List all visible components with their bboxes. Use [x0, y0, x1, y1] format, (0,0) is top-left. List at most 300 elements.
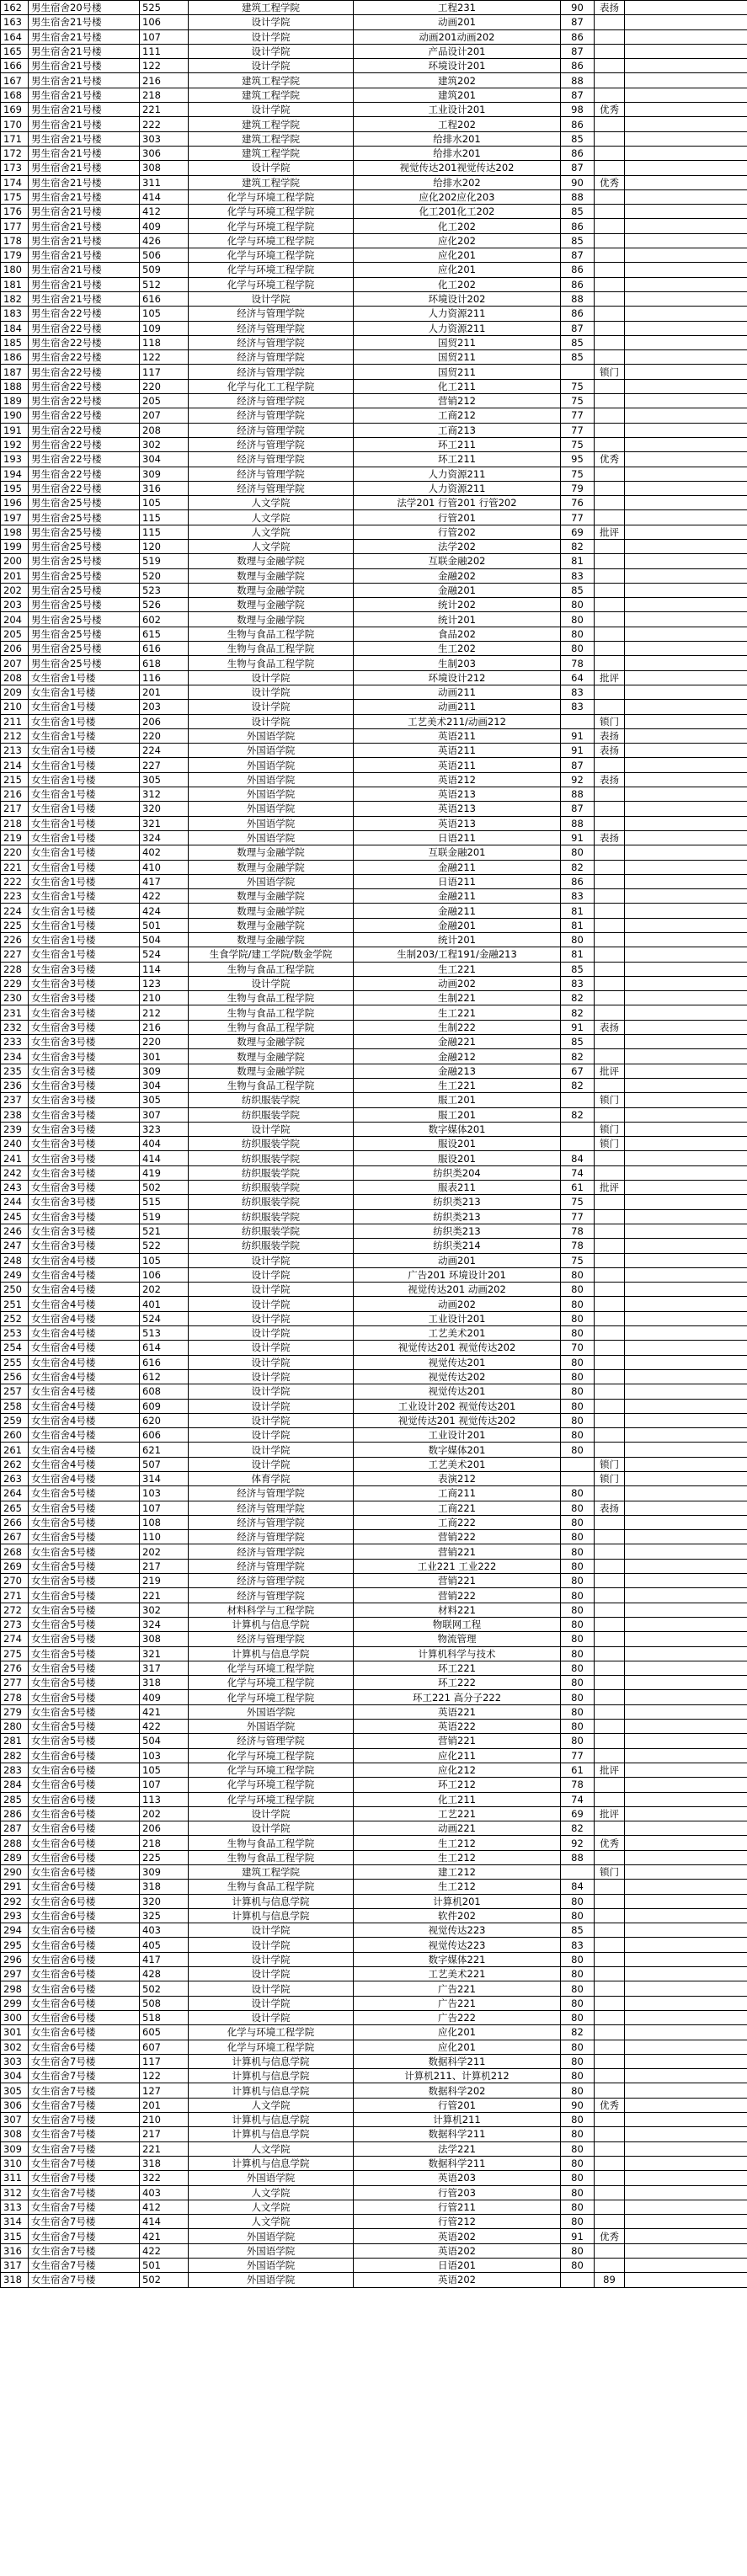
row-number: 305 — [1, 2083, 29, 2098]
room-cell: 606 — [140, 1428, 189, 1443]
building-cell: 男生宿舍21号楼 — [29, 277, 140, 291]
college-cell: 经济与管理学院 — [189, 1530, 354, 1544]
room-cell: 118 — [140, 335, 189, 349]
row-number: 255 — [1, 1355, 29, 1369]
room-cell: 107 — [140, 1501, 189, 1515]
table-row — [1, 2243, 747, 2258]
remark-cell — [595, 1734, 625, 1748]
extra-cell — [625, 117, 747, 131]
row-number: 271 — [1, 1588, 29, 1603]
extra-cell — [625, 728, 747, 743]
row-number: 289 — [1, 1850, 29, 1864]
class-cell: 视觉传达201 视觉传达202 — [354, 1413, 561, 1427]
row-number: 269 — [1, 1559, 29, 1573]
score-cell: 85 — [561, 962, 595, 976]
extra-cell — [625, 175, 747, 189]
extra-cell — [625, 161, 747, 175]
table-row — [1, 830, 747, 845]
extra-cell — [625, 1530, 747, 1544]
row-number: 224 — [1, 904, 29, 918]
row-number: 286 — [1, 1806, 29, 1821]
score-cell: 92 — [561, 772, 595, 787]
building-cell: 女生宿舍5号楼 — [29, 1544, 140, 1559]
class-cell: 金融213 — [354, 1064, 561, 1078]
class-cell: 生工202 — [354, 642, 561, 656]
row-number: 285 — [1, 1792, 29, 1806]
college-cell: 化学与环境工程学院 — [189, 248, 354, 263]
extra-cell — [625, 598, 747, 612]
table-row — [1, 816, 747, 830]
college-cell: 设计学院 — [189, 103, 354, 117]
score-cell: 88 — [561, 787, 595, 802]
class-cell: 环工221 — [354, 1661, 561, 1675]
room-cell: 113 — [140, 1792, 189, 1806]
building-cell: 女生宿舍4号楼 — [29, 1311, 140, 1325]
college-cell: 经济与管理学院 — [189, 452, 354, 467]
college-cell: 数理与金融学院 — [189, 1035, 354, 1049]
room-cell: 324 — [140, 1617, 189, 1631]
building-cell: 男生宿舍21号楼 — [29, 189, 140, 204]
room-cell: 502 — [140, 1981, 189, 1996]
remark-cell: 锁门 — [595, 1093, 625, 1107]
extra-cell — [625, 1952, 747, 1966]
building-cell: 女生宿舍1号楼 — [29, 933, 140, 947]
building-cell: 女生宿舍3号楼 — [29, 1195, 140, 1209]
table-row — [1, 437, 747, 451]
score-cell: 80 — [561, 1311, 595, 1325]
building-cell: 女生宿舍1号楼 — [29, 802, 140, 816]
table-row — [1, 88, 747, 102]
class-cell: 工业设计202 视觉传达201 — [354, 1399, 561, 1413]
score-cell: 78 — [561, 656, 595, 670]
row-number: 228 — [1, 962, 29, 976]
table-row — [1, 2200, 747, 2214]
row-number: 179 — [1, 248, 29, 263]
score-cell: 83 — [561, 568, 595, 583]
room-cell: 216 — [140, 73, 189, 88]
extra-cell — [625, 933, 747, 947]
extra-cell — [625, 219, 747, 233]
extra-cell — [625, 205, 747, 219]
building-cell: 男生宿舍25号楼 — [29, 510, 140, 525]
building-cell: 男生宿舍21号楼 — [29, 205, 140, 219]
row-number: 208 — [1, 670, 29, 685]
row-number: 238 — [1, 1107, 29, 1122]
table-row — [1, 860, 747, 874]
extra-cell — [625, 1515, 747, 1529]
score-cell: 80 — [561, 598, 595, 612]
table-row — [1, 1894, 747, 1908]
extra-cell — [625, 1253, 747, 1267]
extra-cell — [625, 1734, 747, 1748]
class-cell: 应化201 — [354, 263, 561, 277]
remark-cell — [595, 73, 625, 88]
extra-cell — [625, 1209, 747, 1224]
table-row — [1, 481, 747, 495]
room-cell: 105 — [140, 307, 189, 321]
row-number: 248 — [1, 1253, 29, 1267]
remark-cell — [595, 627, 625, 641]
row-number: 181 — [1, 277, 29, 291]
extra-cell — [625, 59, 747, 73]
remark-cell — [595, 933, 625, 947]
building-cell: 女生宿舍1号楼 — [29, 947, 140, 962]
table-row — [1, 1413, 747, 1427]
extra-cell — [625, 830, 747, 845]
remark-cell — [595, 1224, 625, 1238]
class-cell: 法学201 行管201 行管202 — [354, 496, 561, 510]
score-cell: 75 — [561, 1253, 595, 1267]
building-cell: 男生宿舍22号楼 — [29, 350, 140, 365]
building-cell: 女生宿舍7号楼 — [29, 2200, 140, 2214]
class-cell: 广告221 — [354, 1981, 561, 1996]
row-number: 193 — [1, 452, 29, 467]
score-cell: 81 — [561, 904, 595, 918]
row-number: 166 — [1, 59, 29, 73]
table-row — [1, 1049, 747, 1064]
table-row — [1, 642, 747, 656]
table-row — [1, 1763, 747, 1777]
table-row — [1, 394, 747, 408]
remark-cell — [595, 335, 625, 349]
college-cell: 人文学院 — [189, 2141, 354, 2156]
score-cell: 80 — [561, 1690, 595, 1704]
row-number: 312 — [1, 2185, 29, 2200]
extra-cell — [625, 15, 747, 29]
table-row — [1, 277, 747, 291]
room-cell: 602 — [140, 612, 189, 627]
building-cell: 女生宿舍4号楼 — [29, 1443, 140, 1457]
room-cell: 419 — [140, 1165, 189, 1180]
building-cell: 女生宿舍7号楼 — [29, 2215, 140, 2229]
score-cell: 95 — [561, 452, 595, 467]
room-cell: 523 — [140, 583, 189, 597]
college-cell: 体育学院 — [189, 1471, 354, 1485]
class-cell: 生制203/工程191/金融213 — [354, 947, 561, 962]
college-cell: 数理与金融学院 — [189, 612, 354, 627]
row-number: 199 — [1, 539, 29, 553]
extra-cell — [625, 1763, 747, 1777]
row-number: 295 — [1, 1938, 29, 1952]
building-cell: 女生宿舍1号楼 — [29, 889, 140, 904]
table-row — [1, 787, 747, 802]
row-number: 284 — [1, 1778, 29, 1792]
score-cell: 64 — [561, 670, 595, 685]
college-cell: 数理与金融学院 — [189, 598, 354, 612]
row-number: 253 — [1, 1326, 29, 1341]
class-cell: 给排水201 — [354, 146, 561, 160]
college-cell: 经济与管理学院 — [189, 1734, 354, 1748]
score-cell: 80 — [561, 1588, 595, 1603]
table-row — [1, 1355, 747, 1369]
room-cell: 404 — [140, 1137, 189, 1151]
class-cell: 动画221 — [354, 1821, 561, 1836]
class-cell: 生制221 — [354, 991, 561, 1005]
remark-cell — [595, 700, 625, 714]
row-number: 250 — [1, 1283, 29, 1297]
score-cell — [561, 1865, 595, 1880]
score-cell: 85 — [561, 205, 595, 219]
score-cell: 80 — [561, 1267, 595, 1282]
extra-cell — [625, 263, 747, 277]
row-number: 273 — [1, 1617, 29, 1631]
college-cell: 经济与管理学院 — [189, 1544, 354, 1559]
building-cell: 女生宿舍4号楼 — [29, 1471, 140, 1485]
extra-cell — [625, 2141, 747, 2156]
class-cell: 行管203 — [354, 2185, 561, 2200]
table-row — [1, 685, 747, 699]
class-cell: 生工212 — [354, 1880, 561, 1894]
college-cell: 设计学院 — [189, 59, 354, 73]
score-cell: 80 — [561, 1355, 595, 1369]
room-cell: 207 — [140, 408, 189, 423]
remark-cell — [595, 1544, 625, 1559]
score-cell: 69 — [561, 1806, 595, 1821]
college-cell: 设计学院 — [189, 1428, 354, 1443]
room-cell: 218 — [140, 88, 189, 102]
table-row — [1, 1661, 747, 1675]
building-cell: 女生宿舍1号楼 — [29, 845, 140, 860]
row-number: 222 — [1, 874, 29, 888]
score-cell: 87 — [561, 802, 595, 816]
college-cell: 经济与管理学院 — [189, 1515, 354, 1529]
score-cell: 87 — [561, 15, 595, 29]
class-cell: 表演212 — [354, 1471, 561, 1485]
score-cell: 80 — [561, 1632, 595, 1646]
row-number: 183 — [1, 307, 29, 321]
building-cell: 女生宿舍6号楼 — [29, 2040, 140, 2054]
score-cell: 80 — [561, 1720, 595, 1734]
extra-cell — [625, 131, 747, 146]
room-cell: 122 — [140, 350, 189, 365]
class-cell: 工商211 — [354, 1486, 561, 1501]
extra-cell — [625, 525, 747, 539]
remark-cell: 批评 — [595, 1181, 625, 1195]
table-row — [1, 73, 747, 88]
extra-cell — [625, 1748, 747, 1763]
building-cell: 男生宿舍22号楼 — [29, 481, 140, 495]
remark-cell — [595, 1967, 625, 1981]
row-number: 186 — [1, 350, 29, 365]
table-row — [1, 307, 747, 321]
extra-cell — [625, 685, 747, 699]
room-cell: 607 — [140, 2040, 189, 2054]
extra-cell — [625, 394, 747, 408]
class-cell: 计算机211、计算机212 — [354, 2069, 561, 2083]
extra-cell — [625, 73, 747, 88]
college-cell: 化学与环境工程学院 — [189, 2040, 354, 2054]
table-row — [1, 1952, 747, 1966]
college-cell: 外国语学院 — [189, 744, 354, 758]
extra-cell — [625, 1093, 747, 1107]
row-number: 234 — [1, 1049, 29, 1064]
row-number: 251 — [1, 1297, 29, 1311]
college-cell: 设计学院 — [189, 15, 354, 29]
extra-cell — [625, 1646, 747, 1661]
score-cell: 80 — [561, 1544, 595, 1559]
score-cell: 88 — [561, 291, 595, 306]
table-row — [1, 1093, 747, 1107]
room-cell: 520 — [140, 568, 189, 583]
room-cell: 210 — [140, 2113, 189, 2127]
row-number: 165 — [1, 44, 29, 58]
class-cell: 营销221 — [354, 1544, 561, 1559]
remark-cell — [595, 1778, 625, 1792]
score-cell: 98 — [561, 103, 595, 117]
score-cell: 80 — [561, 1413, 595, 1427]
class-cell: 环工212 — [354, 1778, 561, 1792]
table-row — [1, 554, 747, 568]
remark-cell — [595, 1515, 625, 1529]
college-cell: 生食学院/建工学院/数金学院 — [189, 947, 354, 962]
class-cell: 纺织类213 — [354, 1209, 561, 1224]
score-cell: 90 — [561, 2098, 595, 2112]
college-cell: 设计学院 — [189, 1311, 354, 1325]
building-cell: 女生宿舍5号楼 — [29, 1704, 140, 1719]
class-cell: 纺织类213 — [354, 1195, 561, 1209]
score-cell: 82 — [561, 1107, 595, 1122]
score-cell: 80 — [561, 2215, 595, 2229]
score-cell: 80 — [561, 2259, 595, 2273]
room-cell: 403 — [140, 1923, 189, 1938]
college-cell: 纺织服装学院 — [189, 1151, 354, 1165]
building-cell: 女生宿舍3号楼 — [29, 1078, 140, 1092]
college-cell: 外国语学院 — [189, 2171, 354, 2185]
extra-cell — [625, 2025, 747, 2040]
building-cell: 女生宿舍5号楼 — [29, 1661, 140, 1675]
score-cell: 80 — [561, 1908, 595, 1923]
table-row — [1, 2083, 747, 2098]
building-cell: 女生宿舍4号楼 — [29, 1253, 140, 1267]
remark-cell — [595, 263, 625, 277]
row-number: 270 — [1, 1574, 29, 1588]
score-cell — [561, 1122, 595, 1136]
class-cell: 服设201 — [354, 1151, 561, 1165]
college-cell: 数理与金融学院 — [189, 933, 354, 947]
remark-cell — [595, 1748, 625, 1763]
building-cell: 女生宿舍3号楼 — [29, 1209, 140, 1224]
row-number: 275 — [1, 1646, 29, 1661]
row-number: 220 — [1, 845, 29, 860]
score-cell: 80 — [561, 2054, 595, 2068]
room-cell: 318 — [140, 1676, 189, 1690]
row-number: 171 — [1, 131, 29, 146]
table-row — [1, 1734, 747, 1748]
table-row — [1, 2113, 747, 2127]
remark-cell — [595, 248, 625, 263]
room-cell: 325 — [140, 1908, 189, 1923]
extra-cell — [625, 1341, 747, 1355]
row-number: 252 — [1, 1311, 29, 1325]
room-cell: 605 — [140, 2025, 189, 2040]
table-row — [1, 1530, 747, 1544]
remark-cell — [595, 481, 625, 495]
table-row — [1, 131, 747, 146]
extra-cell — [625, 860, 747, 874]
row-number: 276 — [1, 1661, 29, 1675]
extra-cell — [625, 29, 747, 44]
room-cell: 317 — [140, 1661, 189, 1675]
remark-cell — [595, 496, 625, 510]
college-cell: 化学与环境工程学院 — [189, 205, 354, 219]
remark-cell — [595, 1981, 625, 1996]
row-number: 240 — [1, 1137, 29, 1151]
class-cell: 统计201 — [354, 933, 561, 947]
remark-cell — [595, 394, 625, 408]
row-number: 256 — [1, 1369, 29, 1384]
extra-cell — [625, 496, 747, 510]
college-cell: 外国语学院 — [189, 1704, 354, 1719]
row-number: 297 — [1, 1967, 29, 1981]
remark-cell: 锁门 — [595, 365, 625, 379]
room-cell: 506 — [140, 248, 189, 263]
building-cell: 女生宿舍3号楼 — [29, 991, 140, 1005]
room-cell: 410 — [140, 860, 189, 874]
building-cell: 女生宿舍7号楼 — [29, 2127, 140, 2141]
score-cell: 81 — [561, 554, 595, 568]
remark-cell: 89 — [595, 2273, 625, 2287]
table-row — [1, 1005, 747, 1020]
row-number: 258 — [1, 1399, 29, 1413]
table-row — [1, 1224, 747, 1238]
row-number: 259 — [1, 1413, 29, 1427]
building-cell: 女生宿舍7号楼 — [29, 2098, 140, 2112]
extra-cell — [625, 423, 747, 437]
college-cell: 生物与食品工程学院 — [189, 1020, 354, 1034]
college-cell: 经济与管理学院 — [189, 437, 354, 451]
class-cell: 英语202 — [354, 2273, 561, 2287]
building-cell: 女生宿舍6号楼 — [29, 1923, 140, 1938]
class-cell: 视觉传达223 — [354, 1938, 561, 1952]
college-cell: 设计学院 — [189, 44, 354, 58]
class-cell: 金融211 — [354, 889, 561, 904]
building-cell: 男生宿舍22号楼 — [29, 437, 140, 451]
building-cell: 女生宿舍4号楼 — [29, 1355, 140, 1369]
extra-cell — [625, 1704, 747, 1719]
class-cell: 材料221 — [354, 1603, 561, 1617]
score-cell — [561, 714, 595, 728]
score-cell: 80 — [561, 2185, 595, 2200]
college-cell: 设计学院 — [189, 670, 354, 685]
college-cell: 数理与金融学院 — [189, 889, 354, 904]
row-number: 190 — [1, 408, 29, 423]
extra-cell — [625, 1005, 747, 1020]
college-cell: 纺织服装学院 — [189, 1165, 354, 1180]
score-cell: 84 — [561, 1880, 595, 1894]
extra-cell — [625, 1923, 747, 1938]
building-cell: 男生宿舍25号楼 — [29, 598, 140, 612]
room-cell: 127 — [140, 2083, 189, 2098]
table-row — [1, 976, 747, 990]
table-row — [1, 918, 747, 932]
table-row — [1, 452, 747, 467]
remark-cell — [595, 2025, 625, 2040]
row-number: 241 — [1, 1151, 29, 1165]
room-cell: 114 — [140, 962, 189, 976]
table-row — [1, 321, 747, 335]
row-number: 162 — [1, 1, 29, 15]
college-cell: 设计学院 — [189, 1283, 354, 1297]
class-cell: 视觉传达201 — [354, 1384, 561, 1399]
table-row — [1, 612, 747, 627]
building-cell: 女生宿舍1号楼 — [29, 670, 140, 685]
score-cell: 86 — [561, 219, 595, 233]
extra-cell — [625, 744, 747, 758]
remark-cell — [595, 1821, 625, 1836]
college-cell: 纺织服装学院 — [189, 1209, 354, 1224]
extra-cell — [625, 656, 747, 670]
class-cell: 数据科学202 — [354, 2083, 561, 2098]
